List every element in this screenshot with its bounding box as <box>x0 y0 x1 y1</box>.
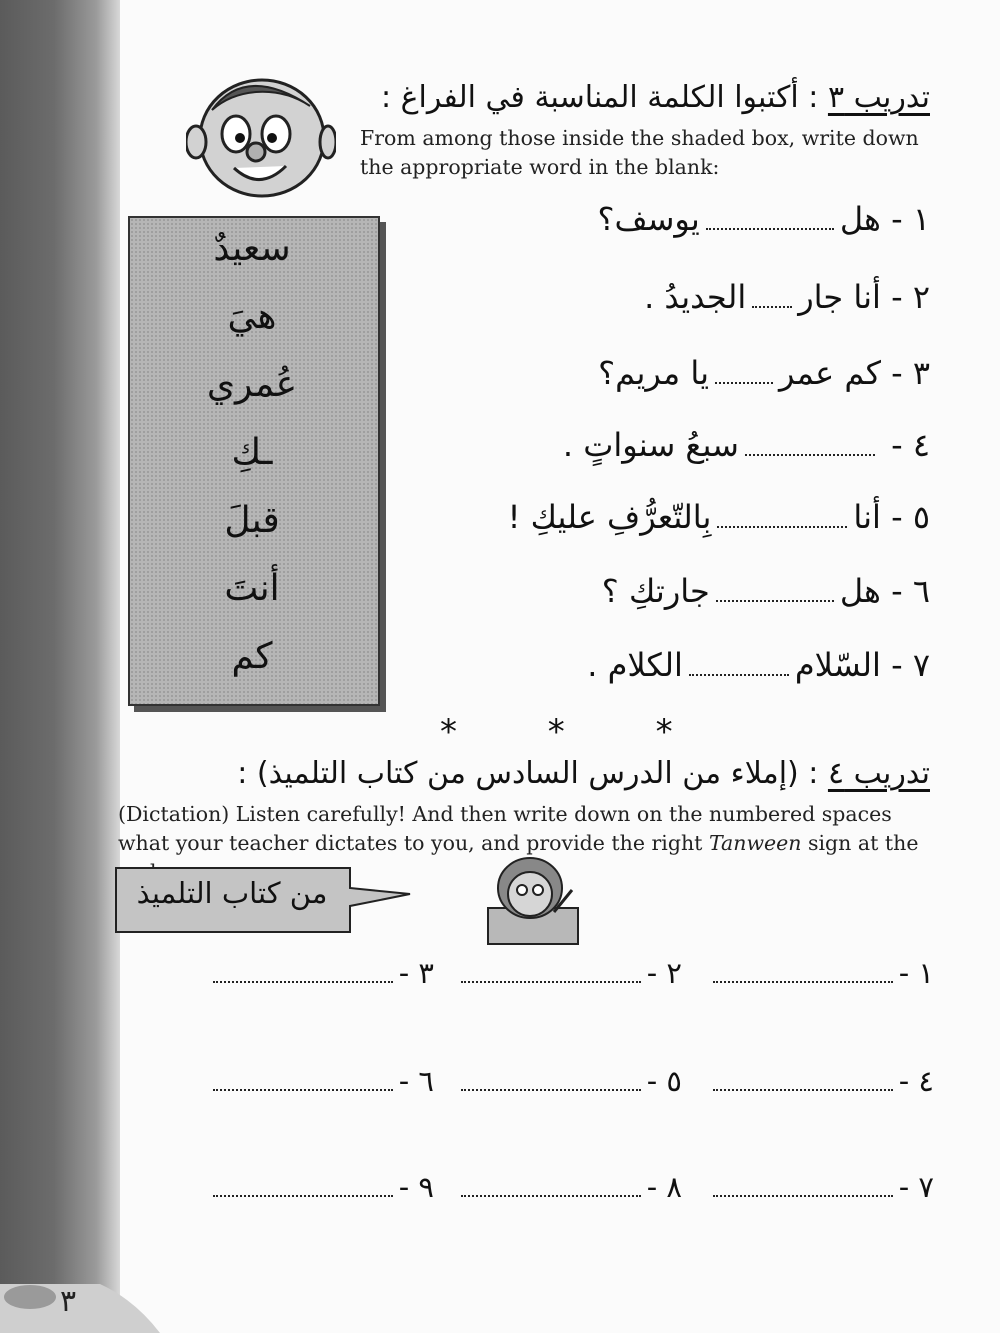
sentence-after: الكلام . <box>587 646 683 684</box>
sentence-3 <box>598 354 930 392</box>
dictation-blank[interactable] <box>713 1187 893 1197</box>
dictation-7 <box>707 1170 934 1204</box>
dictation-blank[interactable] <box>461 1187 641 1197</box>
exercise3-title <box>381 80 930 115</box>
sentence-number: ٣ - <box>891 354 930 392</box>
page-number: ٣ <box>60 1284 77 1319</box>
dictation-9 <box>207 1170 434 1204</box>
sentence-after: جارتكِ ؟ <box>601 572 710 610</box>
dictation-number: ٩ - <box>398 1170 434 1204</box>
section-separator: * * * <box>440 712 713 752</box>
sentence-after: يا مريم؟ <box>598 354 709 392</box>
exercise4-heading: : (إملاء من الدرس السادس من كتاب التلميذ) : <box>237 756 828 791</box>
box-word: أنتَ <box>224 568 280 609</box>
sentence-2 <box>644 278 930 316</box>
page-corner-tab <box>0 1272 160 1333</box>
sentence-4 <box>563 426 930 464</box>
dictation-number: ٣ - <box>398 956 434 990</box>
sentence-1 <box>597 200 930 238</box>
sentence-after: سبعُ سنواتٍ . <box>562 426 739 464</box>
box-word: قبلَ <box>224 500 280 541</box>
sentence-before: هل <box>839 200 881 238</box>
sentence-7 <box>587 646 930 684</box>
sentence-number: ٢ - <box>891 278 930 316</box>
blank-line[interactable] <box>752 298 792 308</box>
dictation-blank[interactable] <box>713 973 893 983</box>
boy-cartoon-icon <box>186 70 336 200</box>
dictation-blank[interactable] <box>213 1187 393 1197</box>
dictation-6 <box>207 1064 434 1098</box>
instruction-text: (Dictation) Listen carefully! And then write down on the numbered spaces what your teacher dictates to you, and provide the right <box>118 802 892 855</box>
sentence-before: هل <box>839 572 881 610</box>
dictation-number: ٥ - <box>646 1064 682 1098</box>
blank-line[interactable] <box>716 592 834 602</box>
dictation-2 <box>455 956 682 990</box>
instruction-text: sign at the <box>807 831 919 855</box>
sentence-after: الجديدُ . <box>644 278 747 316</box>
instruction-italic: Tanween <box>708 831 802 855</box>
box-word: كم <box>231 636 273 677</box>
dictation-blank[interactable] <box>713 1081 893 1091</box>
dictation-number: ٦ - <box>398 1064 434 1098</box>
student-writing-icon <box>484 854 582 946</box>
sentence-5 <box>508 498 930 536</box>
exercise3-heading: : أكتبوا الكلمة المناسبة في الفراغ : <box>380 80 828 115</box>
sentence-number: ٦ - <box>891 572 930 610</box>
exercise3-label: تدريب ٣ <box>827 80 930 115</box>
dictation-number: ٧ - <box>898 1170 934 1204</box>
dictation-number: ٤ - <box>898 1064 934 1098</box>
dictation-number: ١ - <box>898 956 934 990</box>
sentence-after: يوسف؟ <box>597 200 700 238</box>
blank-line[interactable] <box>689 666 789 676</box>
dictation-5 <box>455 1064 682 1098</box>
sentence-after: بِالتّعرُّفِ عليكِ ! <box>507 498 712 536</box>
sentence-before: كم عمر <box>778 354 881 392</box>
dictation-number: ٢ - <box>646 956 682 990</box>
exercise4-label: تدريب ٤ <box>827 756 930 791</box>
dictation-blank[interactable] <box>213 1081 393 1091</box>
sentence-before: أنا جار <box>798 278 881 316</box>
sentence-number: ٧ - <box>891 646 930 684</box>
blank-line[interactable] <box>715 374 773 384</box>
dictation-number: ٨ - <box>646 1170 682 1204</box>
blank-line[interactable] <box>706 220 834 230</box>
sentence-6 <box>602 572 930 610</box>
blank-line[interactable] <box>717 518 847 528</box>
dictation-blank[interactable] <box>461 1081 641 1091</box>
book-spine-shadow <box>0 0 120 1333</box>
dictation-8 <box>455 1170 682 1204</box>
blank-line[interactable] <box>745 446 875 456</box>
dictation-blank[interactable] <box>461 973 641 983</box>
sentence-number: ١ - <box>891 200 930 238</box>
box-word: هيَ <box>227 296 277 337</box>
box-word: عُمري <box>206 364 298 405</box>
dictation-blank[interactable] <box>213 973 393 983</box>
sentence-before: السّلام <box>794 646 881 684</box>
dictation-1 <box>707 956 934 990</box>
box-word: سعيدٌ <box>213 228 291 269</box>
box-word: ـكِ <box>231 432 273 473</box>
bubble-label: من كتاب التلميذ <box>136 876 328 910</box>
exercise3-instruction: From among those inside the shaded box, write down the appropriate word in the blank: <box>360 126 919 179</box>
dictation-3 <box>207 956 434 990</box>
sentence-before: أنا <box>853 498 881 536</box>
sentence-number: ٥ - <box>891 498 930 536</box>
sentence-number: ٤ - <box>891 426 930 464</box>
exercise4-title <box>237 756 930 791</box>
dictation-4 <box>707 1064 934 1098</box>
